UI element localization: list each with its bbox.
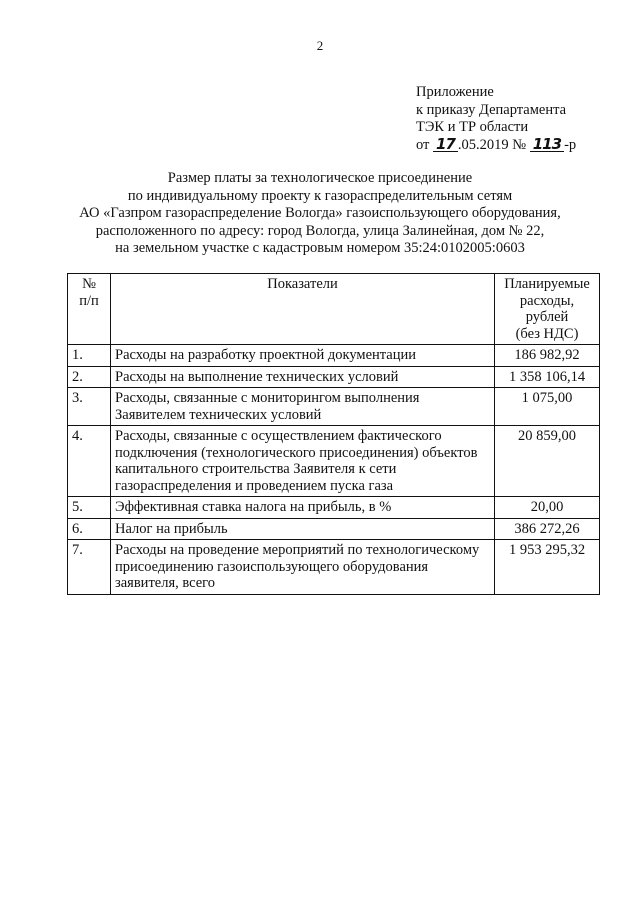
row-indicator: Эффективная ставка налога на прибыль, в % — [111, 497, 495, 519]
table-row — [68, 366, 600, 388]
row-number: 6. — [68, 518, 111, 540]
appendix-line-3: ТЭК и ТР области — [416, 119, 529, 135]
header-value-line-4: (без НДС) — [515, 325, 579, 342]
row-indicator: Расходы, связанные с мониторингом выполнения Заявителем технических условий — [111, 388, 495, 426]
order-suffix: -р — [564, 136, 577, 153]
row-number: 2. — [68, 366, 111, 388]
row-number: 3. — [68, 388, 111, 426]
row-indicator: Расходы на проведение мероприятий по технологическому присоединению газоиспользующего оборудования заявителя, всего — [111, 540, 495, 595]
title-line-5: на земельном участке с кадастровым номером 35:24:0102005:0603 — [115, 240, 525, 256]
header-value-line-3: рублей — [525, 309, 569, 325]
header-number-line-2: п/п — [79, 292, 99, 309]
table-row — [68, 388, 600, 426]
title-line-1: Размер платы за технологическое присоединение — [167, 170, 473, 186]
row-value: 186 982,92 — [495, 345, 600, 367]
row-indicator: Расходы на выполнение технических условий — [111, 366, 495, 388]
table-row — [68, 518, 600, 540]
table-row — [68, 540, 600, 595]
order-number-handwritten: 113 — [530, 137, 564, 152]
row-number: 1. — [68, 345, 111, 367]
date-prefix: от — [416, 136, 430, 153]
row-indicator: Налог на прибыль — [111, 518, 495, 540]
table-row — [68, 345, 600, 367]
row-value: 1 075,00 — [495, 388, 600, 426]
header-number — [68, 274, 111, 345]
appendix-line-2: к приказу Департамента — [416, 101, 567, 118]
row-indicator: Расходы на разработку проектной документации — [111, 345, 495, 367]
appendix-block — [416, 84, 576, 154]
row-value: 1 953 295,32 — [495, 540, 600, 595]
table-header-row — [68, 274, 600, 345]
row-number: 4. — [68, 426, 111, 497]
header-value-line-2: расходы, — [519, 292, 575, 309]
appendix-date-line — [416, 134, 577, 155]
row-value: 20 859,00 — [495, 426, 600, 497]
document-title — [0, 170, 640, 258]
title-line-2: по индивидуальному проекту к газораспределительным сетям — [127, 187, 513, 204]
header-indicator: Показатели — [111, 274, 495, 345]
table-row — [68, 497, 600, 519]
row-value: 20,00 — [495, 497, 600, 519]
header-planned-costs — [495, 274, 600, 345]
date-day-handwritten: 17 — [433, 137, 458, 152]
title-line-3: АО «Газпром газораспределение Вологда» газоиспользующего оборудования, — [79, 205, 561, 221]
row-value: 386 272,26 — [495, 518, 600, 540]
row-number: 5. — [68, 497, 111, 519]
table-row — [68, 426, 600, 497]
appendix-line-1: Приложение — [416, 84, 494, 100]
row-indicator: Расходы, связанные с осуществлением фактического подключения (технологического присоединения) объектов капитального строительства Заявителя к сети газораспределения и проведением пуска газа — [111, 426, 495, 497]
row-number: 7. — [68, 540, 111, 595]
title-line-4: расположенного по адресу: город Вологда, улица Залинейная, дом № 22, — [95, 222, 545, 239]
header-number-line-1: № — [82, 276, 96, 292]
page-number: 2 — [316, 38, 324, 53]
cost-table — [67, 273, 600, 595]
date-rest: .05.2019 № — [457, 136, 527, 153]
row-value: 1 358 106,14 — [495, 366, 600, 388]
header-value-line-1: Планируемые — [504, 276, 590, 292]
